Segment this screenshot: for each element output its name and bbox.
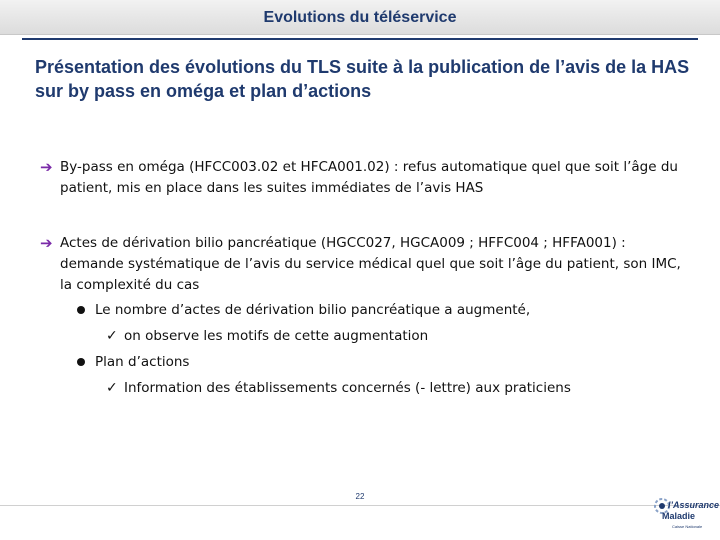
- sub-bullet-text: Plan d’actions: [95, 354, 190, 370]
- bullet-item: [40, 157, 690, 199]
- header-title: Evolutions du téléservice: [263, 9, 457, 26]
- check-text: Information des établissements concernés (- lettre) aux praticiens: [124, 380, 571, 396]
- check-text: on observe les motifs de cette augmentation: [124, 328, 429, 344]
- checkmark-icon: ✓: [106, 328, 118, 344]
- slide-title: Présentation des évolutions du TLS suite à la publication de l’avis de la HAS sur by pass en oméga et plan d’actions: [35, 57, 690, 101]
- sub-bullet-item: [77, 352, 677, 373]
- assurance-maladie-logo: [650, 494, 720, 536]
- arrow-right-icon: ➔: [40, 158, 53, 176]
- bullet-dot-icon: [77, 358, 85, 366]
- check-item: [106, 326, 686, 347]
- sub-bullet-item: [77, 300, 677, 321]
- logo-text-line2: Maladie: [662, 511, 696, 521]
- bullet-text: By-pass en oméga (HFCC003.02 et HFCA001.02) : refus automatique quel que soit l’âge du patient, mis en place dans les suites immédiates de l’avis HAS: [60, 159, 678, 196]
- page-number: 22: [355, 492, 365, 501]
- sub-bullet-text: Le nombre d’actes de dérivation bilio pancréatique a augmenté,: [95, 302, 531, 318]
- header-bar: [0, 0, 720, 35]
- logo-text-line3: Caisse Nationale: [672, 524, 703, 529]
- logo-text-line1: l’Assurance: [668, 500, 720, 510]
- arrow-right-icon: ➔: [40, 234, 53, 252]
- bullet-item: [40, 233, 690, 296]
- check-item: [106, 378, 696, 399]
- checkmark-icon: ✓: [106, 380, 118, 396]
- footer-divider: [0, 505, 720, 506]
- bullet-dot-icon: [77, 306, 85, 314]
- bullet-text: Actes de dérivation bilio pancréatique (HGCC027, HGCA009 ; HFFC004 ; HFFA001) : demande systématique de l’avis du service médical quel que soit l’âge du patient, son IMC, la complexité du cas: [60, 235, 681, 293]
- header-divider: [22, 38, 698, 40]
